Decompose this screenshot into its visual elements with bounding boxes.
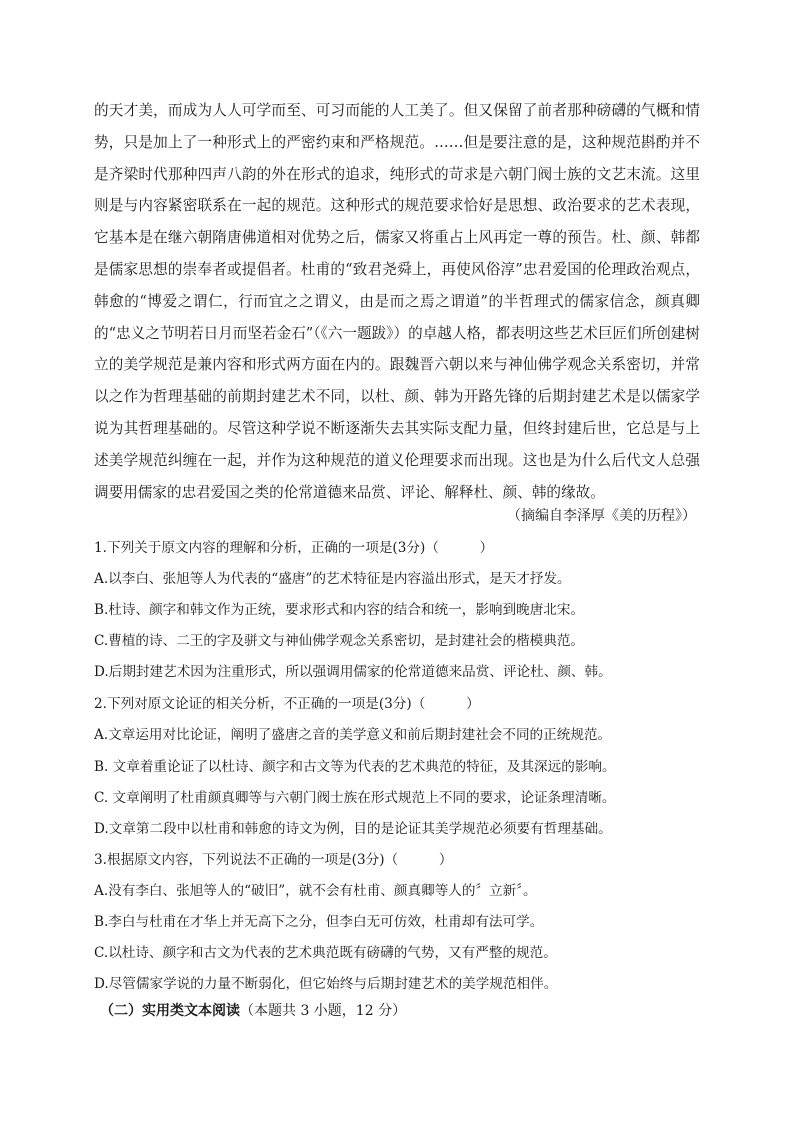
section-note: （本题共 3 小题，12 分） — [240, 1003, 407, 1019]
question-1-option-c: C.曹植的诗、二王的字及骈文与神仙佛学观念关系密切，是封建社会的楷模典范。 — [94, 633, 585, 649]
question-3-option-a: A.没有李白、张旭等人的“破旧”，就不会有杜甫、颜真卿等人的〞立新〞。 — [94, 883, 537, 899]
passage-text: 的天才美，而成为人人可学而至、可习而能的人工美了。但又保留了前者那种磅礴的气概和情势，只是加上了一种形式上的严密约束和严格规范。……但是要注意的是，这种规范斟酌并不是齐梁时代那种四声八韵的外在形式的追求，纯形式的苛求是六朝门阀士族的文艺末流。这里则是与内容紧密联系在一起的规范。这种形式的规范要求恰好是思想、政治要求的艺术表现，它基本是在继六朝隋唐佛道相对优势之后，儒家又将重占上风再定一尊的预告。杜、颜、韩都是儒家思想的崇奉者或提倡者。杜甫的“致君尧舜上，再使风俗淳”忠君爱国的伦理政治观点，韩愈的“博爱之谓仁，行而宜之之谓义，由是而之焉之谓道”的半哲理式的儒家信念，颜真卿的“忠义之节明若日月而坚若金石”（《六一题跋》）的卓越人格，都表明这些艺术巨匠们所创建树立的美学规范是兼内容和形式两方面在内的。跟魏晋六朝以来与神仙佛学观念关系密切，并常以之作为哲理基础的前期封建艺术不同，以杜、颜、韩为开路先锋的后期封建艺术是以儒家学说为其哲理基础的。尽管这种学说不断逐渐失去其实际支配力量，但终封建后世，它总是与上述美学规范纠缠在一起，并作为这种规范的道义伦理要求而出现。这也是为什么后代文人总强调要用儒家的忠君爱国之类的伦常道德来品赏、评论、解释杜、颜、韩的缘故。 — [94, 102, 700, 501]
question-2-option-b: B. 文章着重论证了以杜诗、颜字和古文等为代表的艺术典范的特征，及其深远的影响。 — [94, 759, 616, 775]
question-3-stem: 3.根据原文内容，下列说法不正确的一项是(3分)（ ） — [94, 852, 453, 868]
question-3-option-b: B.李白与杜甫在才华上并无高下之分，但李白无可仿效，杜甫却有法可学。 — [94, 914, 544, 930]
question-1-option-a: A.以李白、张旭等人为代表的“盛唐”的艺术特征是内容溢出形式，是天才抒发。 — [94, 571, 571, 587]
question-2-option-a: A.文章运用对比论证，阐明了盛唐之音的美学意义和前后期封建社会不同的正统规范。 — [94, 727, 612, 743]
question-2-stem: 2.下列对原文论证的相关分析，不正确的一项是(3分)（ ） — [94, 696, 480, 712]
question-3-option-c: C.以杜诗、颜字和古文为代表的艺术典范既有磅礴的气势，又有严整的规范。 — [94, 945, 557, 961]
question-1-option-d: D.后期封建艺术因为注重形式，所以强调用儒家的伦常道德来品赏、评论杜、颜、韩。 — [94, 664, 612, 680]
question-2-option-c: C. 文章阐明了杜甫颜真卿等与六朝门阀士族在形式规范上不同的要求，论证条理清晰。 — [94, 790, 616, 806]
source-citation: （摘编自李泽厚《美的历程》） — [507, 508, 696, 524]
question-3-option-d: D.尽管儒家学说的力量不断弱化，但它始终与后期封建艺术的美学规范相伴。 — [94, 976, 558, 992]
section-title: （二）实用类文本阅读 — [100, 1003, 240, 1019]
section-heading — [100, 1001, 406, 1021]
question-2-option-d: D.文章第二段中以杜甫和韩愈的诗文为例，目的是论证其美学规范必须要有哲理基础。 — [94, 821, 612, 837]
question-1-option-b: B.杜诗、颜字和韩文作为正统，要求形式和内容的结合和统一，影响到晚唐北宋。 — [94, 602, 585, 618]
question-1-stem: 1.下列关于原文内容的理解和分析，正确的一项是(3分)（ ） — [94, 540, 494, 556]
